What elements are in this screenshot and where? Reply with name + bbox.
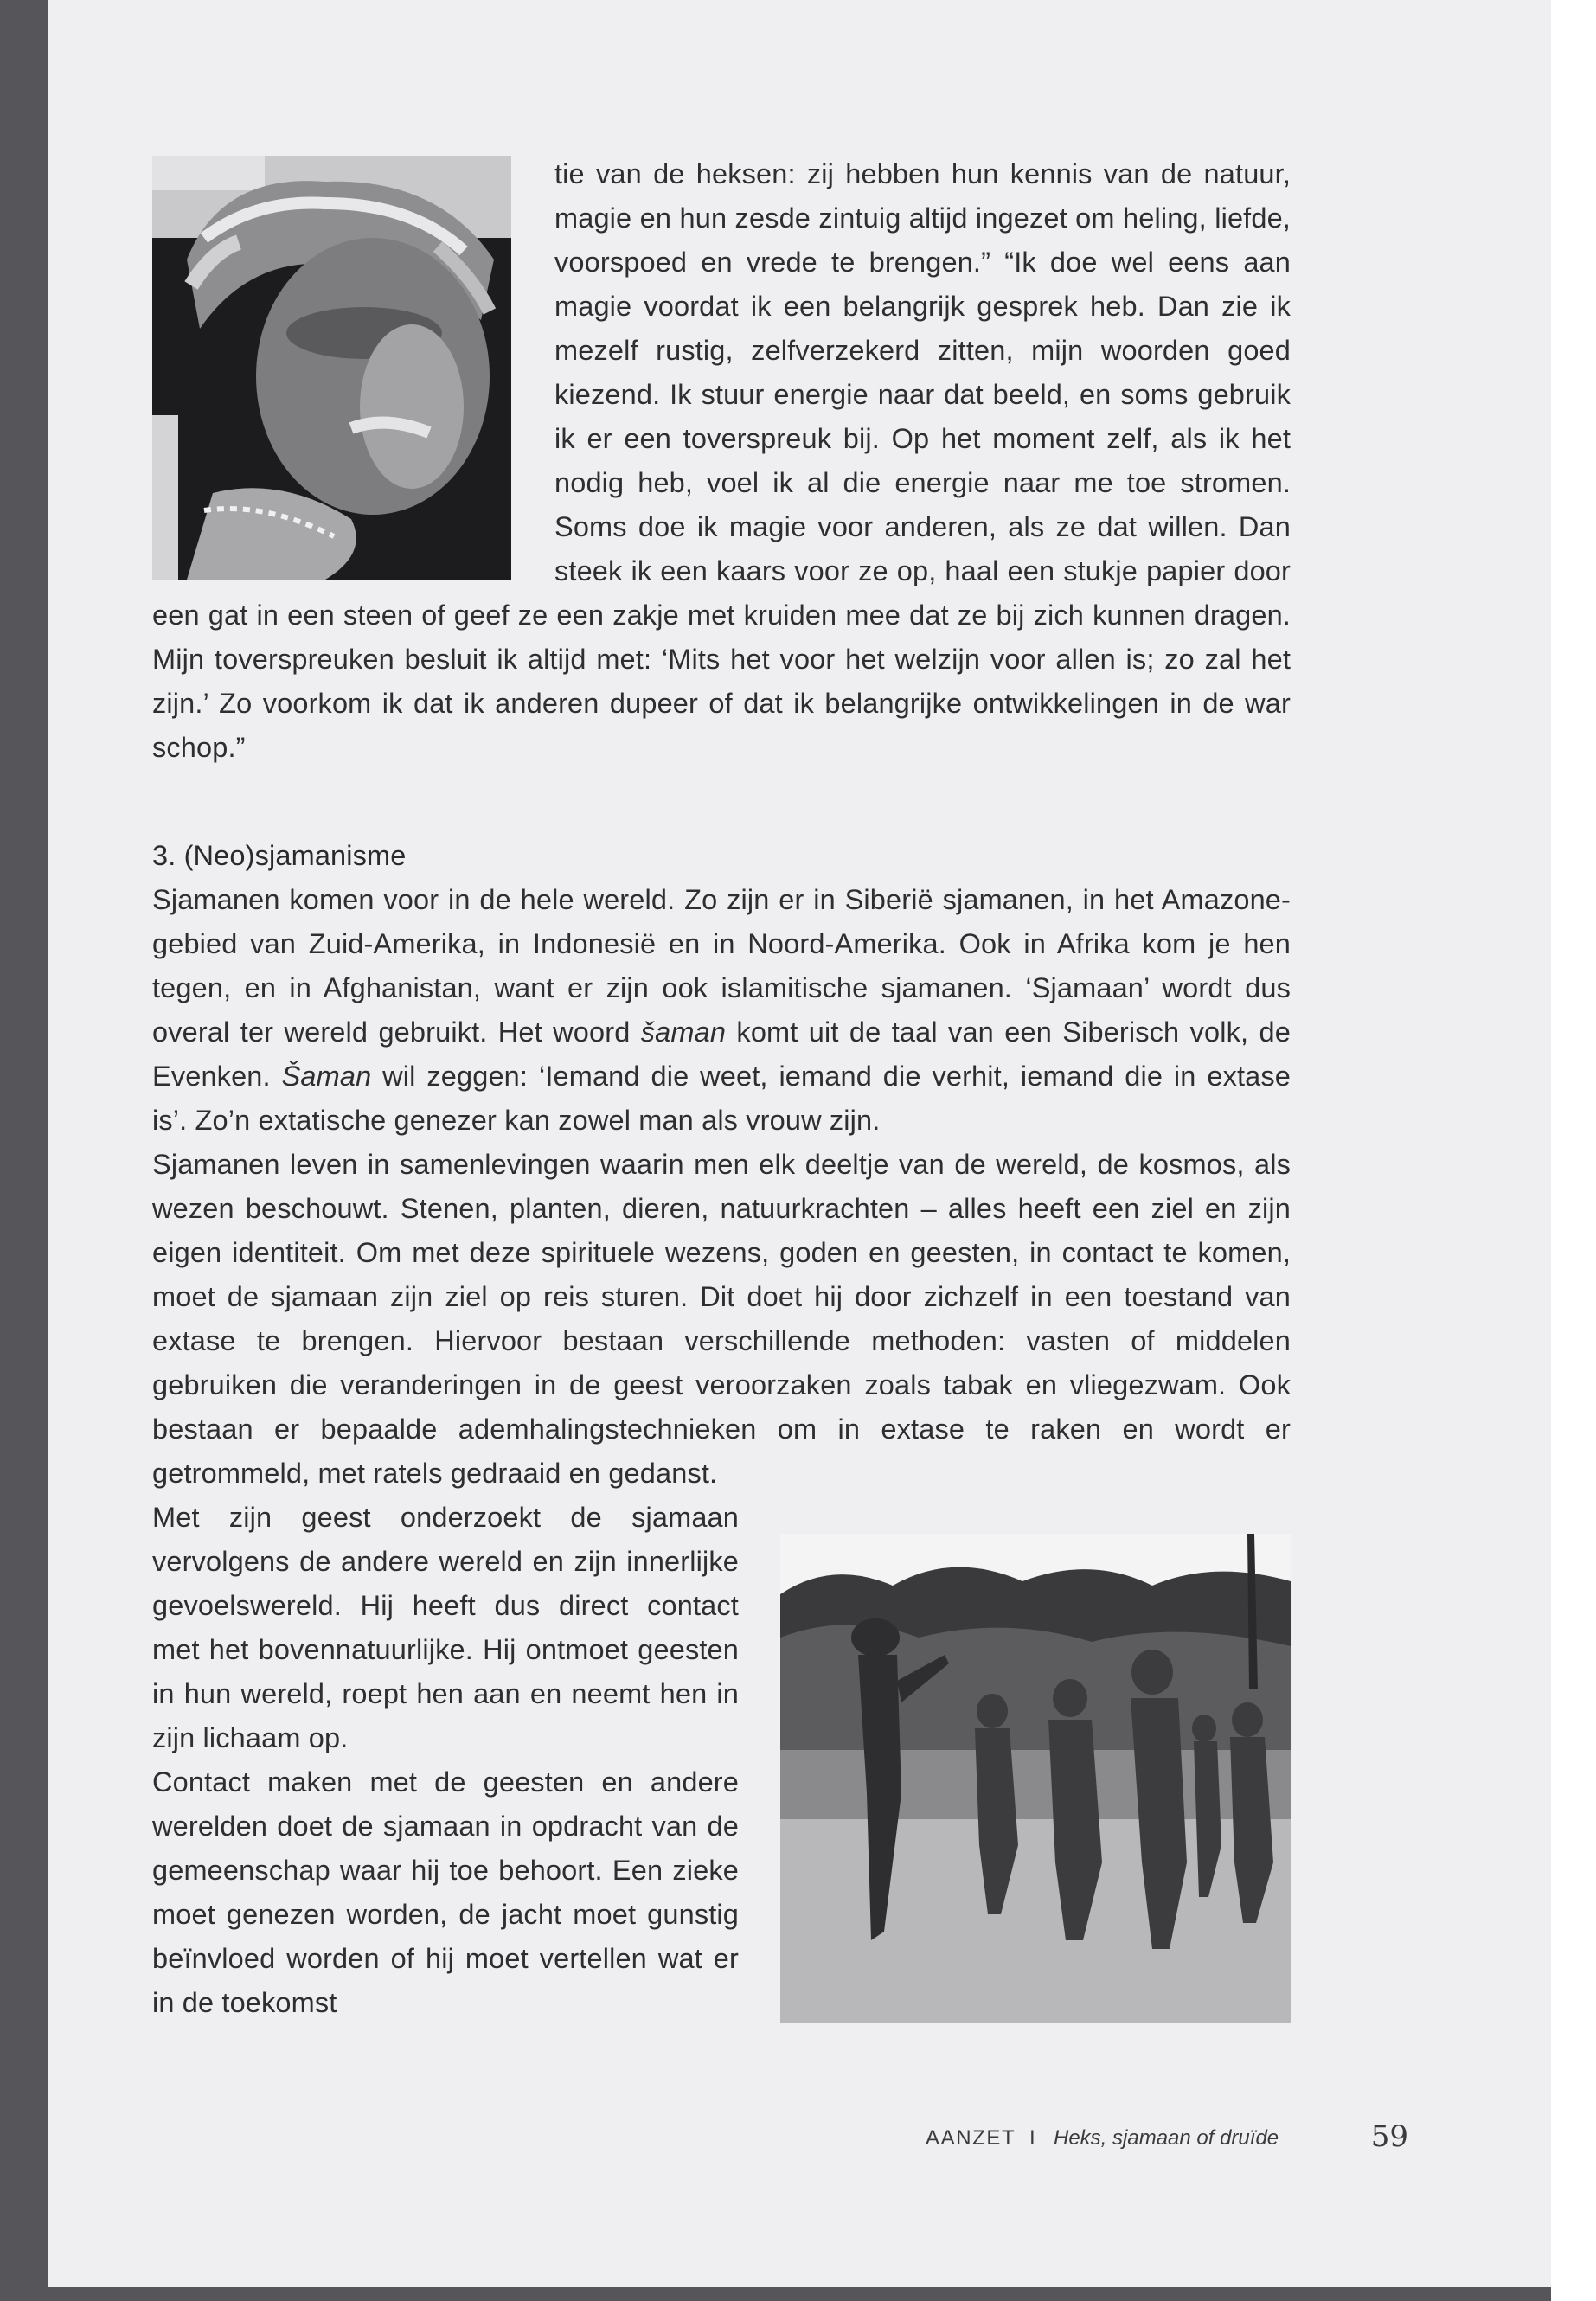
italic-word-saman: šaman <box>640 1016 727 1048</box>
page-number: 59 <box>1370 2119 1408 2154</box>
section-paragraph-3: Met zijn geest onderzoekt de sjamaan vervolgens de andere wereld en zijn innerlijke gevoelswereld. Hij heeft dus direct contact met het bovennatuurlijke. Hij ontmoet geesten in hun wereld, roept hen aan en neemt hen in zijn lichaam op. <box>152 1502 739 1753</box>
footer-series: AANZET <box>926 2126 1016 2150</box>
p1-text-b: komt uit de taal van een Siberisch volk, de Evenken. <box>152 1016 1291 1092</box>
section-paragraph-4: Contact maken met de geesten en andere werelden doet de sjamaan in opdracht van de gemeenschap waar hij toe behoort. Een zieke moet genezen worden, de jacht moet gunstig beïnvloed worden of hij moet vertellen wat er in de toekomst <box>152 1766 739 2018</box>
section-paragraph-1 <box>152 878 1291 1143</box>
portrait-photo <box>152 156 511 580</box>
page-edge <box>1551 0 1596 2301</box>
footer-separator: I <box>1029 2126 1035 2150</box>
p1-text-c: wil zeggen: ‘Iemand die weet, iemand die verhit, iemand die in extase is’. Zo’n extatische genezer kan zowel man als vrouw zijn. <box>152 1061 1292 1136</box>
footer-title: Heks, sjamaan of druïde <box>1054 2126 1279 2150</box>
dancers-photo <box>780 1534 1291 2023</box>
section-paragraph-2: Sjamanen leven in samenlevingen waarin men elk deeltje van de wereld, de kosmos, als wezen beschouwt. Stenen, planten, dieren, natuurkrachten – alles heeft een ziel en zijn eigen identiteit. Om met deze spirituele wezens, goden en geesten, in contact te komen, moet de sjamaan zijn ziel op reis sturen. Dit doet hij door zichzelf in een toestand van extase te brengen. Hiervoor bestaan verschillende methoden: vasten of middelen gebruiken die veranderingen in de geest veroorzaken zoals tabak en vliegezwam. Ook bestaan er bepaalde ademhalingstechnieken om in extase te raken en wordt er getrommeld, met ratels gedraaid en gedanst. <box>152 1149 1291 1489</box>
p1-text-a: Sjamanen komen voor in de hele wereld. Zo zijn er in Siberië sjamanen, in het Amazone-gebied van Zuid-Amerika, in Indonesië en in Noord-Amerika. Ook in Afrika kom je hen tegen, en in Afghanistan, want er zijn ook islamitische sjamanen. ‘Sjamaan’ wordt dus overal ter wereld gebruikt. Het woord <box>152 884 1291 1048</box>
section-heading: 3. (Neo)sjamanisme <box>152 840 407 871</box>
paragraph-1: tie van de heksen: zij hebben hun kennis van de natuur, magie en hun zesde zintuig altijd ingezet om heling, liefde, voorspoed en vrede te brengen.” “Ik doe wel eens aan magie voordat ik een belangrijk gesprek heb. Dan zie ik mezelf rustig, zelfverzekerd zitten, mijn woorden goed kiezend. Ik stuur energie naar dat beeld, en soms gebruik ik er een toverspreuk bij. Op het moment zelf, als ik het nodig heb, voel ik al die energie naar me toe stromen. Soms doe ik magie voor anderen, als ze dat willen. Dan steek ik een kaars voor ze op, haal een stukje papier door een gat in een steen of geef ze een zakje met kruiden mee dat ze bij zich kunnen dragen. Mijn toverspreuken besluit ik altijd met: ‘Mits het voor het welzijn voor allen is; zo zal het zijn.’ Zo voorkom ik dat ik anderen dupeer of dat ik belangrijke ontwikkelingen in de war schop.” <box>152 158 1291 763</box>
top-text-block <box>152 152 1291 770</box>
page-footer <box>926 2114 1445 2166</box>
section-block <box>152 834 1291 2030</box>
italic-word-saman-capital: Šaman <box>281 1061 372 1092</box>
